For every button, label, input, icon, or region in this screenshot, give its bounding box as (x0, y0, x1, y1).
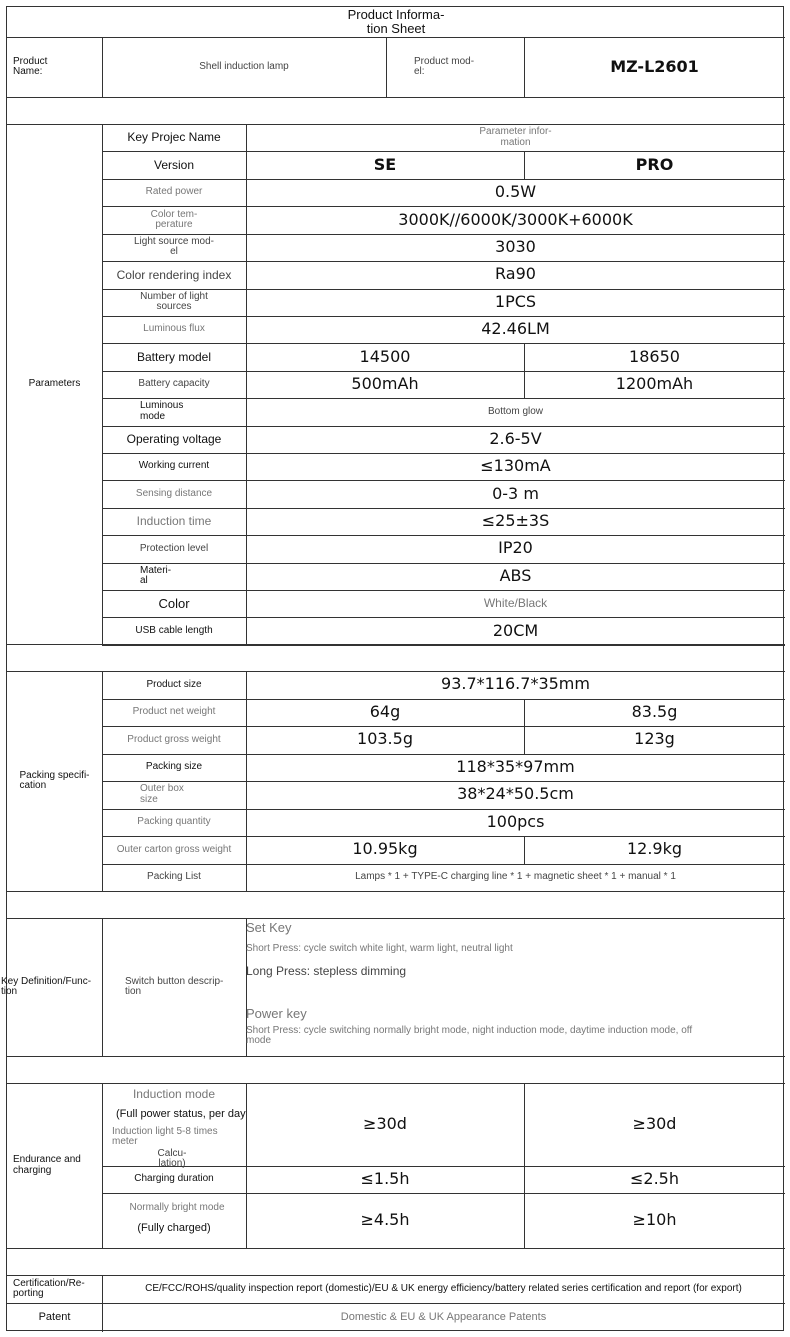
packing-label (102, 864, 246, 892)
packing-section-label-text: Packing specifi- cation (19, 769, 90, 791)
charging-duration-label (102, 1166, 246, 1193)
charging-duration-label-text: Charging duration (134, 1173, 214, 1185)
normally-bright-label-line2 (102, 1221, 246, 1237)
param-value-text: ABS (499, 565, 532, 585)
induction-mode-label-line3 (112, 1125, 246, 1149)
version-pro-text: PRO (635, 154, 674, 174)
packing-value-se (246, 726, 524, 754)
packing-value (246, 671, 785, 699)
patent-label (7, 1303, 102, 1332)
packing-label (102, 809, 246, 837)
set-key-title-text: Set Key (246, 919, 292, 935)
set-key-long-press-text: Long Press: stepless dimming (246, 963, 407, 978)
sheet-title-text: Product Informa- tion Sheet (347, 7, 445, 36)
induction-mode-label-line1-text: Induction mode (132, 1087, 216, 1102)
param-label (102, 590, 246, 617)
power-key-short-press (246, 1023, 726, 1049)
packing-value-pro (524, 836, 785, 864)
switch-button-description-label-text: Switch button descrip- tion (125, 975, 224, 997)
param-value (246, 426, 785, 453)
grid-line (7, 1056, 785, 1057)
product-name-value-text: Shell induction lamp (199, 60, 289, 72)
patent-value (102, 1303, 785, 1332)
key-name-header (102, 124, 246, 151)
param-value-pro-text: 18650 (629, 346, 680, 366)
packing-label-text: Packing List (147, 871, 201, 882)
param-label-text: Luminous mode (140, 400, 184, 422)
grid-line (102, 918, 103, 1056)
grid-line (386, 37, 387, 97)
version-label (102, 151, 246, 179)
packing-value (246, 781, 785, 809)
param-label (102, 563, 246, 590)
param-value (246, 398, 785, 425)
packing-label-text: Outer carton gross weight (116, 843, 232, 855)
packing-value-pro (524, 726, 785, 754)
packing-value (246, 754, 785, 782)
param-label-text: Operating voltage (126, 431, 222, 446)
key-definition-section-label-text: Key Definition/Func- tion (1, 975, 92, 997)
induction-mode-label-line1 (102, 1087, 246, 1102)
sheet-title (7, 7, 785, 37)
power-key-title-text: Power key (246, 1005, 307, 1021)
packing-value (246, 864, 785, 892)
param-value-text: IP20 (498, 538, 533, 558)
normally-bright-label-line1-text: Normally bright mode (129, 1201, 225, 1213)
param-label (102, 617, 246, 644)
packing-label (102, 726, 246, 754)
param-value (246, 617, 785, 644)
product-model-label-text: Product mod- el: (414, 55, 475, 77)
param-label (102, 480, 246, 507)
packing-value-se (246, 836, 524, 864)
certification-value (102, 1275, 785, 1303)
param-value (246, 206, 785, 233)
set-key-short-press (246, 941, 785, 957)
param-value (246, 234, 785, 261)
param-label-text: Sensing distance (135, 487, 213, 499)
product-name-label-text: Product Name: (13, 55, 48, 77)
param-value-text: Bottom glow (487, 405, 544, 417)
packing-value-text: 93.7*116.7*35mm (441, 674, 590, 694)
param-value (246, 261, 785, 288)
induction-mode-pro (524, 1083, 785, 1165)
product-name-label (13, 37, 99, 97)
packing-value-se-text: 64g (369, 701, 401, 721)
packing-value-se-text: 103.5g (357, 729, 413, 749)
packing-value-pro-text: 123g (634, 729, 675, 749)
param-label (102, 206, 246, 233)
param-label-text: Protection level (139, 542, 209, 554)
version-se (246, 151, 524, 179)
param-value-text: 3030 (495, 237, 536, 257)
induction-mode-se-text: ≥30d (363, 1113, 407, 1133)
param-label (102, 453, 246, 480)
normally-bright-label-line1 (102, 1201, 252, 1215)
charging-duration-pro-text: ≤2.5h (630, 1169, 679, 1189)
product-model-value (524, 37, 785, 97)
param-value-text: 20CM (492, 620, 539, 640)
param-label (102, 289, 246, 316)
packing-value-text: Lamps * 1 + TYPE-C charging line * 1 + magnetic sheet * 1 + manual * 1 (355, 871, 676, 882)
param-value (246, 563, 785, 590)
param-value-text: 42.46LM (481, 319, 550, 339)
product-name-value (102, 37, 386, 97)
param-label (102, 234, 246, 261)
param-value-pro-text: 1200mAh (615, 374, 694, 394)
endurance-section-label (13, 1083, 102, 1248)
version-label-text: Version (153, 157, 195, 172)
normally-bright-label (102, 1193, 246, 1248)
power-key-short-press-text: Short Press: cycle switching normally bright mode, night induction mode, daytime induction mode, off mode (246, 1024, 693, 1046)
packing-label (102, 754, 246, 782)
packing-value-se (246, 699, 524, 727)
param-value-pro (524, 343, 785, 370)
patent-value-text: Domestic & EU & UK Appearance Patents (340, 1310, 547, 1323)
set-key-title (246, 919, 546, 936)
key-definition-section-label (1, 918, 102, 1056)
param-label (102, 261, 246, 288)
param-label (102, 179, 246, 206)
param-label (102, 316, 246, 343)
param-value-text: White/Black (483, 596, 548, 611)
grid-line (7, 1248, 785, 1249)
param-value-text: Ra90 (495, 264, 536, 284)
param-label-text: Induction time (136, 514, 212, 529)
parameters-section-label-text: Parameters (28, 377, 81, 389)
param-value (246, 316, 785, 343)
packing-label-text: Product net weight (132, 706, 216, 717)
param-label-text: Number of light sources (140, 290, 208, 313)
charging-duration-se-text: ≤1.5h (360, 1169, 410, 1189)
packing-value-pro-text: 83.5g (631, 701, 678, 721)
induction-mode-se (246, 1083, 524, 1165)
param-label-text: Materi- al (140, 564, 172, 587)
packing-label-text: Outer box size (140, 783, 184, 805)
parameter-info-header-text: Parameter infor- mation (479, 126, 552, 148)
product-model-label (414, 37, 524, 97)
packing-label (102, 781, 246, 809)
normally-bright-pro (524, 1193, 785, 1248)
param-value-text: 0.5W (494, 182, 537, 202)
set-key-long-press (246, 962, 785, 980)
normally-bright-se-text: ≥4.5h (360, 1210, 410, 1230)
induction-mode-label-line4-text: Calcu- lation) (157, 1148, 187, 1169)
charging-duration-se (246, 1166, 524, 1193)
param-value-text: 3000K//6000K/3000K+6000K (398, 209, 633, 229)
param-value-text: ≤130mA (480, 456, 551, 476)
packing-label-text: Packing quantity (137, 816, 211, 827)
param-value-text: 1PCS (494, 291, 537, 311)
param-label-text: Color tem- perature (150, 208, 198, 231)
param-label (102, 371, 246, 398)
param-value-se (246, 371, 524, 398)
certification-value-text: CE/FCC/ROHS/quality inspection report (domestic)/EU & UK energy efficiency/battery related series certification and report (for export) (145, 1282, 742, 1294)
param-label-text: Battery model (136, 349, 212, 364)
certification-label-text: Certification/Re- porting (13, 1277, 85, 1299)
param-value (246, 508, 785, 535)
product-information-sheet (1, 6, 784, 1331)
version-se-text: SE (373, 154, 397, 174)
param-value-se-text: 14500 (359, 346, 411, 366)
packing-value-text: 38*24*50.5cm (457, 784, 574, 804)
packing-label-text: Packing size (145, 761, 203, 772)
param-value-text: ≤25±3S (481, 511, 550, 531)
param-label (102, 398, 246, 425)
induction-mode-label-line2-text: (Full power status, per day (116, 1107, 246, 1120)
packing-value-pro (524, 699, 785, 727)
param-label-text: Color (158, 595, 190, 611)
param-value-se-text: 500mAh (351, 374, 419, 394)
normally-bright-label-line2-text: (Fully charged) (137, 1222, 211, 1235)
param-value (246, 289, 785, 316)
parameter-info-header (246, 124, 785, 151)
param-label (102, 426, 246, 453)
packing-value-text: 100pcs (486, 811, 545, 831)
key-name-header-text: Key Projec Name (127, 130, 221, 145)
param-label-text: Color rendering index (116, 267, 232, 282)
param-label-text: Luminous flux (143, 323, 205, 335)
param-value (246, 453, 785, 480)
packing-value-se-text: 10.95kg (352, 839, 418, 859)
grid-line (7, 97, 785, 98)
param-value (246, 590, 785, 617)
packing-value (246, 809, 785, 837)
param-value-text: 0-3 m (492, 483, 539, 503)
induction-mode-label-line2 (116, 1107, 251, 1122)
normally-bright-pro-text: ≥10h (632, 1210, 677, 1230)
param-label-text: Working current (138, 460, 210, 472)
param-value-pro (524, 371, 785, 398)
param-label (102, 508, 246, 535)
param-value (246, 535, 785, 562)
param-value (246, 179, 785, 206)
packing-label-text: Product gross weight (127, 733, 221, 745)
param-label-text: Light source mod- el (133, 235, 215, 258)
param-label-text: Rated power (145, 186, 203, 198)
set-key-short-press-text: Short Press: cycle switch white light, warm light, neutral light (246, 942, 513, 954)
induction-mode-label-line3-text: Induction light 5-8 times meter (112, 1125, 218, 1147)
product-model-value-text: MZ-L2601 (610, 56, 699, 76)
power-key-title (246, 1005, 546, 1022)
certification-label (13, 1275, 102, 1303)
packing-value-pro-text: 12.9kg (626, 839, 683, 859)
param-value-se (246, 343, 524, 370)
packing-label (102, 699, 246, 727)
param-label-text: USB cable length (135, 624, 213, 636)
grid-line (102, 645, 785, 646)
packing-label (102, 671, 246, 699)
packing-label (102, 836, 246, 864)
parameters-section-label (7, 124, 102, 644)
param-label-text: Battery capacity (138, 378, 210, 390)
param-value (246, 480, 785, 507)
param-label (102, 535, 246, 562)
endurance-section-label-text: Endurance and charging (13, 1154, 81, 1176)
version-pro (524, 151, 785, 179)
packing-value-text: 118*35*97mm (456, 756, 575, 776)
induction-mode-pro-text: ≥30d (632, 1113, 677, 1133)
param-value-text: 2.6-5V (489, 428, 542, 448)
grid-line (7, 891, 785, 892)
induction-mode-label (102, 1083, 246, 1169)
switch-button-description-label (125, 918, 246, 1056)
packing-label-text: Product size (146, 678, 202, 690)
normally-bright-se (246, 1193, 524, 1248)
charging-duration-pro (524, 1166, 785, 1193)
packing-section-label (7, 671, 102, 891)
patent-label-text: Patent (38, 1310, 71, 1323)
param-label (102, 343, 246, 370)
